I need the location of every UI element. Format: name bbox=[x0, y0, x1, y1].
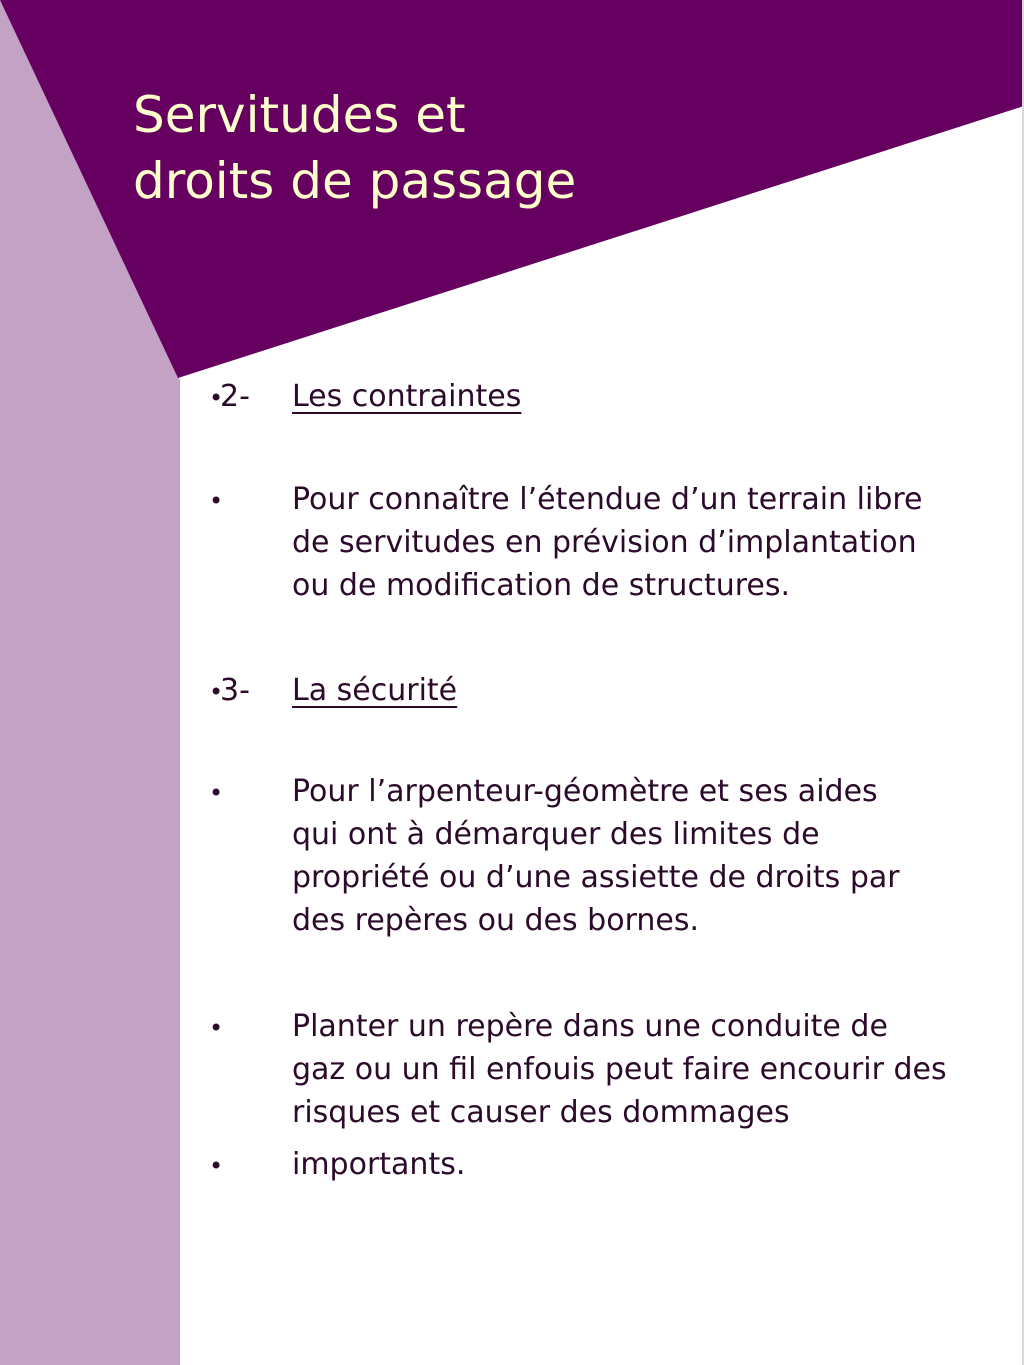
text-line: importants. bbox=[292, 1147, 466, 1182]
text-line: Pour l’arpenteur-géomètre et ses aides bbox=[292, 774, 878, 809]
bullet-icon: • bbox=[209, 1014, 224, 1042]
section-3-heading: La sécurité bbox=[292, 673, 458, 708]
title-line-1: Servitudes et bbox=[133, 86, 466, 144]
text-line: gaz ou un fil enfouis peut faire encourir des bbox=[292, 1052, 947, 1087]
text-line: risques et causer des dommages bbox=[292, 1095, 790, 1130]
section-2-heading: Les contraintes bbox=[292, 379, 522, 414]
bullet-icon: • bbox=[209, 487, 224, 515]
text-line: ou de modification de structures. bbox=[292, 568, 791, 603]
section-3-text bbox=[292, 669, 1004, 712]
title-line-2: droits de passage bbox=[133, 152, 577, 210]
bullet-item-4-text bbox=[292, 1143, 1004, 1186]
slide-title bbox=[133, 82, 693, 214]
text-line: de servitudes en prévision d’implantation bbox=[292, 525, 917, 560]
section-2-number: 2- bbox=[220, 379, 250, 414]
text-line: Planter un repère dans une conduite de bbox=[292, 1009, 888, 1044]
bullet-icon: • bbox=[209, 678, 224, 706]
text-line: qui ont à démarquer des limites de bbox=[292, 817, 820, 852]
bullet-icon: • bbox=[209, 384, 224, 412]
section-3-number: 3- bbox=[220, 673, 250, 708]
text-line: Pour connaître l’étendue d’un terrain libre bbox=[292, 482, 923, 517]
bullet-icon: • bbox=[209, 1152, 224, 1180]
bullet-item-3-text bbox=[292, 1005, 1004, 1134]
text-line: propriété ou d’une assiette de droits par bbox=[292, 860, 900, 895]
bullet-item-2-text bbox=[292, 770, 1004, 942]
section-2-text bbox=[292, 375, 1004, 418]
bullet-icon: • bbox=[209, 779, 224, 807]
bullet-item-1-text bbox=[292, 478, 1004, 607]
text-line: des repères ou des bornes. bbox=[292, 903, 700, 938]
